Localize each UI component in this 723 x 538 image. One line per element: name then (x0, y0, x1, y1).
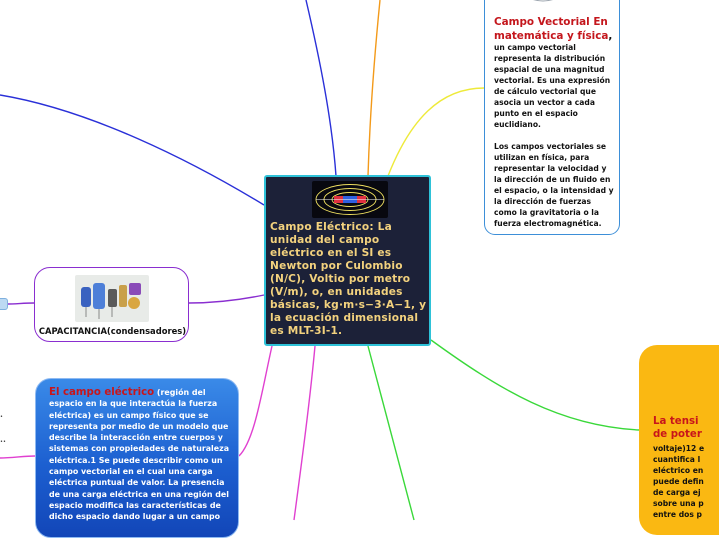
vector-field-image (513, 0, 573, 5)
voltage-title: La tensi de poter (653, 416, 702, 440)
link-bottom-magenta (294, 346, 315, 520)
link-left-blue (0, 95, 264, 205)
vector-field-node[interactable] (484, 0, 620, 235)
electric-field-description: El campo eléctrico (región del espacio en la que interactúa la fuerza eléctrica) es un campo físico que se representa por medio de un modelo que describe la interacción entre cuerpos y sistemas con propiedades de naturaleza eléctrica.1 Se puede describir como un campo vectorial en el cual una carga eléctrica puntual de valor. La presencia de una carga eléctrica en una región del espacio modifica las características de dicho espacio dando lugar a un campo (49, 387, 230, 522)
voltage-description: voltaje)12 e cuantifica l eléctrico en puede defin de carga ej sobre una p entre dos p (653, 444, 705, 519)
offscreen-fragment: • (0, 414, 3, 420)
link-tension-green (431, 340, 639, 430)
vector-field-description: un campo vectorial representa la distribución espacial de una magnitud vectorial. Es una expresión de cálculo vectorial que asocia un vector a cada punto en el espacio euclidiano. Los campos vectoriales se utilizan en física, para representar la velocidad y la dirección de un fluido en el espacio, o la intensidad y la dirección de fuerzas como la gravitatoria o la fuerza electromagnética. (494, 43, 614, 228)
link-top-blue (306, 0, 336, 176)
capacitors-image (75, 275, 149, 322)
central-topic-text: Campo Eléctrico: La unidad del campo eléctrico en el SI es Newton por Culombio (N/C), Voltio por metro (V/m), o, en unidades básicas, kg·m·s−3·A−1, y la ecuación dimensional es MLT-3I-1. (270, 221, 427, 337)
collapsed-node-stub[interactable] (0, 298, 8, 310)
link-efield-left (0, 456, 35, 458)
link-top-orange (368, 0, 380, 176)
capacitance-label: CAPACITANCIA(condensadores) (38, 326, 187, 336)
voltage-node[interactable] (639, 345, 719, 535)
link-vector-yellow (388, 88, 484, 176)
offscreen-fragment: •• (0, 439, 6, 445)
capacitance-node[interactable] (34, 267, 189, 342)
link-efield-magenta (239, 346, 272, 456)
vector-field-title: Campo Vectorial En matemática y física, (494, 16, 613, 42)
electric-field-title: El campo eléctrico (49, 387, 155, 398)
link-capacitance-stub (8, 303, 34, 304)
central-topic-node[interactable] (264, 175, 431, 346)
magnetic-field-image (312, 181, 388, 218)
link-bottom-green (368, 346, 414, 520)
electric-field-node[interactable] (35, 378, 239, 538)
link-capacitance-purple (189, 295, 264, 303)
